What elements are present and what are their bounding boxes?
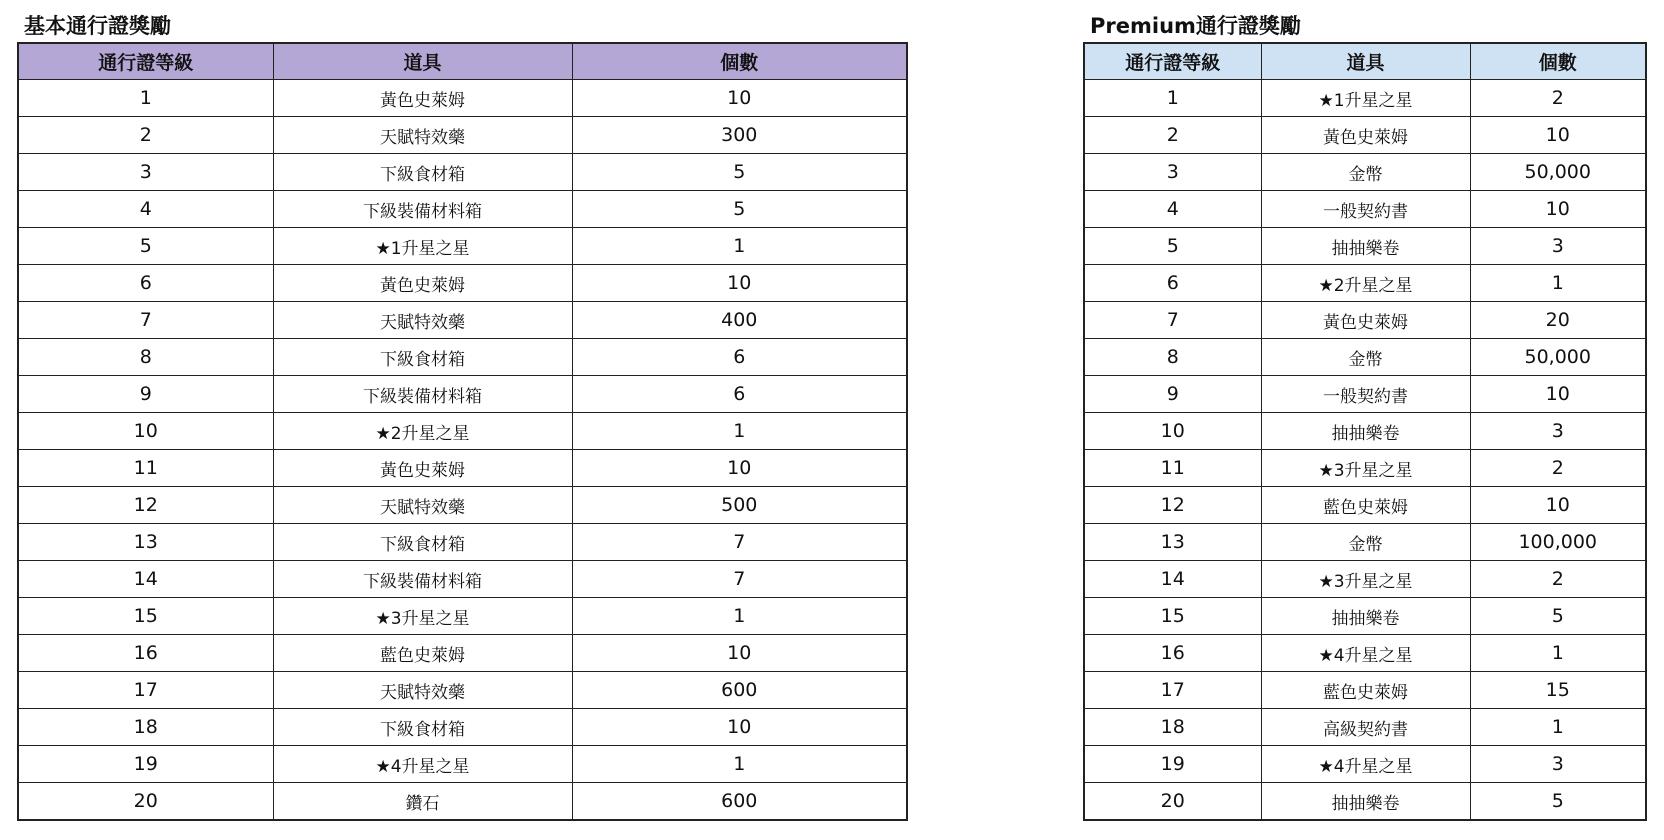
table-row <box>18 561 907 598</box>
item-cell: 下級食材箱 <box>273 339 572 376</box>
table-row <box>1084 376 1646 413</box>
table-row <box>18 598 907 635</box>
count-cell: 5 <box>1470 783 1646 821</box>
level-cell: 16 <box>18 635 273 672</box>
level-cell: 19 <box>18 746 273 783</box>
table-header-row <box>1084 43 1646 80</box>
count-cell: 300 <box>572 117 907 154</box>
count-cell: 100,000 <box>1470 524 1646 561</box>
basic-pass-table <box>17 42 908 821</box>
level-cell: 1 <box>18 80 273 117</box>
table-row <box>1084 524 1646 561</box>
level-cell: 5 <box>1084 228 1261 265</box>
basic-pass-section <box>17 10 908 821</box>
count-cell: 600 <box>572 672 907 709</box>
level-cell: 17 <box>1084 672 1261 709</box>
count-cell: 3 <box>1470 228 1646 265</box>
item-cell: ★4升星之星 <box>1261 746 1470 783</box>
count-cell: 3 <box>1470 746 1646 783</box>
item-cell: 下級裝備材料箱 <box>273 376 572 413</box>
item-cell: 藍色史萊姆 <box>1261 487 1470 524</box>
premium-pass-rows <box>1084 80 1646 821</box>
count-cell: 1 <box>572 746 907 783</box>
table-row <box>18 413 907 450</box>
item-cell: 金幣 <box>1261 339 1470 376</box>
table-row <box>1084 487 1646 524</box>
premium-pass-title: Premium通行證獎勵 <box>1090 14 1301 38</box>
item-cell: 一般契約書 <box>1261 191 1470 228</box>
table-row <box>18 709 907 746</box>
premium-pass-table <box>1083 42 1647 821</box>
count-cell: 10 <box>572 635 907 672</box>
level-cell: 18 <box>18 709 273 746</box>
level-cell: 12 <box>18 487 273 524</box>
level-cell: 8 <box>18 339 273 376</box>
item-cell: 抽抽樂卷 <box>1261 783 1470 821</box>
table-row <box>18 339 907 376</box>
item-cell: ★4升星之星 <box>273 746 572 783</box>
table-row <box>18 487 907 524</box>
level-cell: 6 <box>1084 265 1261 302</box>
item-cell: 黃色史萊姆 <box>1261 117 1470 154</box>
table-row <box>1084 413 1646 450</box>
item-cell: ★2升星之星 <box>273 413 572 450</box>
table-row <box>1084 561 1646 598</box>
column-header-item: 道具 <box>1261 43 1470 80</box>
level-cell: 7 <box>1084 302 1261 339</box>
column-header-level: 通行證等級 <box>18 43 273 80</box>
table-row <box>18 450 907 487</box>
level-cell: 6 <box>18 265 273 302</box>
count-cell: 15 <box>1470 672 1646 709</box>
count-cell: 10 <box>572 709 907 746</box>
level-cell: 11 <box>1084 450 1261 487</box>
table-row <box>18 117 907 154</box>
table-row <box>1084 635 1646 672</box>
level-cell: 1 <box>1084 80 1261 117</box>
count-cell: 6 <box>572 376 907 413</box>
level-cell: 13 <box>18 524 273 561</box>
count-cell: 10 <box>572 80 907 117</box>
count-cell: 1 <box>1470 265 1646 302</box>
table-row <box>1084 598 1646 635</box>
table-row <box>1084 672 1646 709</box>
table-row <box>18 376 907 413</box>
item-cell: 黃色史萊姆 <box>273 80 572 117</box>
count-cell: 10 <box>1470 376 1646 413</box>
count-cell: 10 <box>1470 487 1646 524</box>
count-cell: 10 <box>572 265 907 302</box>
item-cell: 抽抽樂卷 <box>1261 413 1470 450</box>
basic-pass-title: 基本通行證獎勵 <box>24 14 171 38</box>
table-row <box>1084 302 1646 339</box>
table-row <box>1084 154 1646 191</box>
table-row <box>18 524 907 561</box>
item-cell: 下級裝備材料箱 <box>273 191 572 228</box>
item-cell: 下級食材箱 <box>273 154 572 191</box>
table-row <box>18 154 907 191</box>
level-cell: 10 <box>1084 413 1261 450</box>
level-cell: 2 <box>18 117 273 154</box>
item-cell: ★1升星之星 <box>1261 80 1470 117</box>
table-row <box>18 80 907 117</box>
table-row <box>18 228 907 265</box>
level-cell: 4 <box>1084 191 1261 228</box>
table-row <box>18 746 907 783</box>
level-cell: 13 <box>1084 524 1261 561</box>
item-cell: ★1升星之星 <box>273 228 572 265</box>
level-cell: 19 <box>1084 746 1261 783</box>
count-cell: 1 <box>1470 709 1646 746</box>
table-row <box>1084 80 1646 117</box>
count-cell: 10 <box>1470 191 1646 228</box>
table-row <box>18 302 907 339</box>
item-cell: 鑽石 <box>273 783 572 821</box>
count-cell: 2 <box>1470 450 1646 487</box>
level-cell: 9 <box>1084 376 1261 413</box>
premium-pass-section <box>1083 10 1647 821</box>
count-cell: 7 <box>572 524 907 561</box>
item-cell: 抽抽樂卷 <box>1261 228 1470 265</box>
count-cell: 50,000 <box>1470 339 1646 376</box>
item-cell: 金幣 <box>1261 524 1470 561</box>
item-cell: 下級食材箱 <box>273 709 572 746</box>
count-cell: 5 <box>1470 598 1646 635</box>
level-cell: 15 <box>18 598 273 635</box>
level-cell: 3 <box>18 154 273 191</box>
column-header-count: 個數 <box>572 43 907 80</box>
count-cell: 20 <box>1470 302 1646 339</box>
item-cell: 下級食材箱 <box>273 524 572 561</box>
level-cell: 4 <box>18 191 273 228</box>
count-cell: 1 <box>572 598 907 635</box>
table-row <box>18 265 907 302</box>
item-cell: 黃色史萊姆 <box>273 265 572 302</box>
table-row <box>1084 339 1646 376</box>
count-cell: 10 <box>1470 117 1646 154</box>
table-row <box>1084 709 1646 746</box>
item-cell: 金幣 <box>1261 154 1470 191</box>
item-cell: ★2升星之星 <box>1261 265 1470 302</box>
level-cell: 12 <box>1084 487 1261 524</box>
basic-pass-rows <box>18 80 907 821</box>
table-row <box>1084 228 1646 265</box>
level-cell: 5 <box>18 228 273 265</box>
table-row <box>1084 265 1646 302</box>
item-cell: ★3升星之星 <box>273 598 572 635</box>
count-cell: 400 <box>572 302 907 339</box>
table-row <box>1084 117 1646 154</box>
level-cell: 14 <box>18 561 273 598</box>
table-row <box>1084 746 1646 783</box>
table-row <box>1084 191 1646 228</box>
level-cell: 20 <box>1084 783 1261 821</box>
item-cell: 天賦特效藥 <box>273 487 572 524</box>
item-cell: 黃色史萊姆 <box>1261 302 1470 339</box>
item-cell: ★3升星之星 <box>1261 450 1470 487</box>
level-cell: 8 <box>1084 339 1261 376</box>
level-cell: 9 <box>18 376 273 413</box>
column-header-count: 個數 <box>1470 43 1646 80</box>
count-cell: 1 <box>1470 635 1646 672</box>
count-cell: 5 <box>572 154 907 191</box>
column-header-level: 通行證等級 <box>1084 43 1261 80</box>
table-header-row <box>18 43 907 80</box>
item-cell: 黃色史萊姆 <box>273 450 572 487</box>
item-cell: 抽抽樂卷 <box>1261 598 1470 635</box>
table-row <box>1084 783 1646 821</box>
count-cell: 1 <box>572 413 907 450</box>
table-row <box>1084 450 1646 487</box>
level-cell: 11 <box>18 450 273 487</box>
count-cell: 7 <box>572 561 907 598</box>
count-cell: 500 <box>572 487 907 524</box>
count-cell: 2 <box>1470 561 1646 598</box>
level-cell: 10 <box>18 413 273 450</box>
level-cell: 18 <box>1084 709 1261 746</box>
table-row <box>18 783 907 821</box>
count-cell: 10 <box>572 450 907 487</box>
table-row <box>18 672 907 709</box>
column-header-item: 道具 <box>273 43 572 80</box>
level-cell: 3 <box>1084 154 1261 191</box>
count-cell: 2 <box>1470 80 1646 117</box>
count-cell: 3 <box>1470 413 1646 450</box>
level-cell: 15 <box>1084 598 1261 635</box>
level-cell: 20 <box>18 783 273 821</box>
level-cell: 2 <box>1084 117 1261 154</box>
count-cell: 5 <box>572 191 907 228</box>
item-cell: 天賦特效藥 <box>273 672 572 709</box>
level-cell: 17 <box>18 672 273 709</box>
item-cell: 天賦特效藥 <box>273 302 572 339</box>
item-cell: 藍色史萊姆 <box>1261 672 1470 709</box>
item-cell: 高級契約書 <box>1261 709 1470 746</box>
item-cell: 藍色史萊姆 <box>273 635 572 672</box>
item-cell: 下級裝備材料箱 <box>273 561 572 598</box>
count-cell: 6 <box>572 339 907 376</box>
count-cell: 1 <box>572 228 907 265</box>
table-row <box>18 191 907 228</box>
level-cell: 16 <box>1084 635 1261 672</box>
level-cell: 14 <box>1084 561 1261 598</box>
item-cell: ★4升星之星 <box>1261 635 1470 672</box>
item-cell: 一般契約書 <box>1261 376 1470 413</box>
item-cell: ★3升星之星 <box>1261 561 1470 598</box>
item-cell: 天賦特效藥 <box>273 117 572 154</box>
level-cell: 7 <box>18 302 273 339</box>
count-cell: 50,000 <box>1470 154 1646 191</box>
count-cell: 600 <box>572 783 907 821</box>
table-row <box>18 635 907 672</box>
